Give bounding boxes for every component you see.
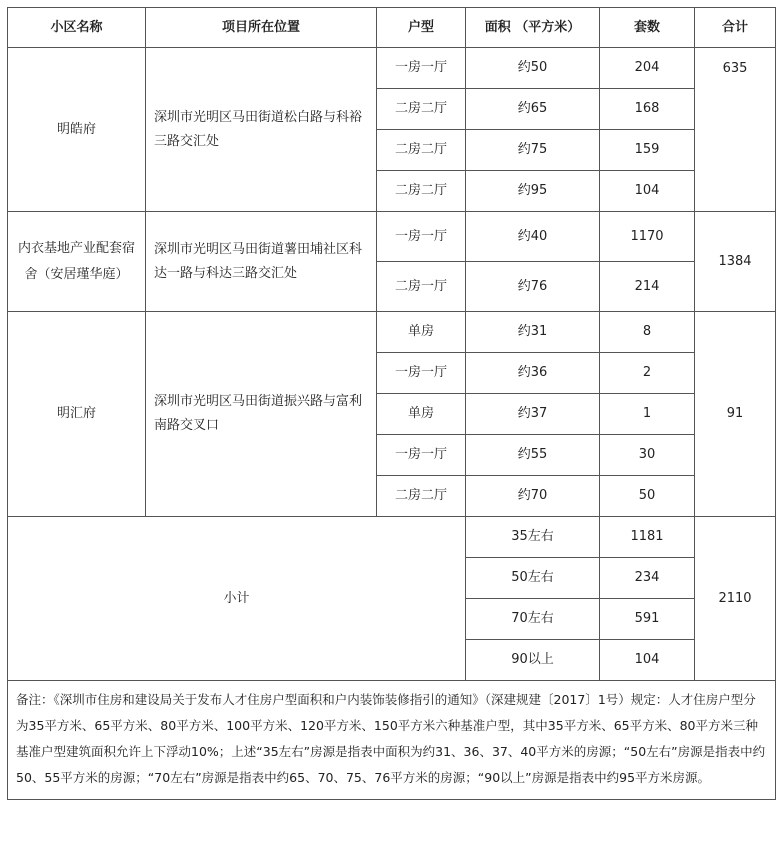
unit-type: 单房: [377, 394, 466, 435]
unit-count: 8: [600, 312, 695, 353]
header-name: 小区名称: [8, 8, 146, 48]
header-area: 面积 （平方米）: [466, 8, 600, 48]
unit-count: 50: [600, 476, 695, 517]
unit-area: 约75: [466, 130, 600, 171]
table-row: [8, 212, 776, 262]
unit-count: 214: [600, 262, 695, 312]
subtotal-count: 234: [600, 558, 695, 599]
unit-type: 一房一厅: [377, 48, 466, 89]
unit-type: 二房一厅: [377, 262, 466, 312]
unit-count: 104: [600, 171, 695, 212]
project-location: 深圳市光明区马田街道振兴路与富利南路交叉口: [146, 312, 377, 517]
unit-count: 2: [600, 353, 695, 394]
subtotal-row: [8, 517, 776, 558]
subtotal-total: 2110: [695, 517, 776, 681]
subtotal-count: 104: [600, 640, 695, 681]
unit-type: 二房二厅: [377, 171, 466, 212]
unit-count: 159: [600, 130, 695, 171]
unit-type: 一房一厅: [377, 435, 466, 476]
project-name: 内衣基地产业配套宿舍（安居瑾华庭）: [8, 212, 146, 312]
unit-area: 约37: [466, 394, 600, 435]
project-location: 深圳市光明区马田街道松白路与科裕三路交汇处: [146, 48, 377, 212]
note-text: 备注：《深圳市住房和建设局关于发布人才住房户型面积和户内装饰装修指引的通知》（深建规建〔2017〕1号）规定：人才住房户型分为35平方米、65平方米、80平方米、100平方米、120平方米、150平方米六种基准户型，其中35平方米、65平方米、80平方米三种基准户型建筑面积允许上下浮动10%；上述“35左右”房源是指表中面积为约31、36、37、40平方米的房源；“50左右”房源是指表中约50、55平方米的房源；“70左右”房源是指表中约65、70、75、76平方米的房源；“90以上”房源是指表中约95平方米房源。: [8, 681, 776, 800]
subtotal-area: 35左右: [466, 517, 600, 558]
unit-type: 二房二厅: [377, 130, 466, 171]
unit-count: 204: [600, 48, 695, 89]
unit-area: 约76: [466, 262, 600, 312]
unit-area: 约31: [466, 312, 600, 353]
housing-table: [7, 7, 776, 800]
unit-type: 单房: [377, 312, 466, 353]
subtotal-count: 1181: [600, 517, 695, 558]
subtotal-area: 50左右: [466, 558, 600, 599]
header-location: 项目所在位置: [146, 8, 377, 48]
unit-area: 约95: [466, 171, 600, 212]
unit-area: 约40: [466, 212, 600, 262]
project-total: 635: [695, 48, 776, 212]
header-row: [8, 8, 776, 48]
subtotal-count: 591: [600, 599, 695, 640]
unit-type: 二房二厅: [377, 476, 466, 517]
unit-count: 1: [600, 394, 695, 435]
header-total: 合计: [695, 8, 776, 48]
unit-area: 约55: [466, 435, 600, 476]
subtotal-area: 90以上: [466, 640, 600, 681]
unit-area: 约70: [466, 476, 600, 517]
subtotal-label: 小计: [8, 517, 466, 681]
subtotal-area: 70左右: [466, 599, 600, 640]
unit-type: 一房一厅: [377, 212, 466, 262]
unit-type: 一房一厅: [377, 353, 466, 394]
unit-type: 二房二厅: [377, 89, 466, 130]
project-name: 明汇府: [8, 312, 146, 517]
note-row: [8, 681, 776, 800]
unit-count: 168: [600, 89, 695, 130]
header-count: 套数: [600, 8, 695, 48]
table-row: [8, 48, 776, 89]
project-location: 深圳市光明区马田街道薯田埔社区科达一路与科达三路交汇处: [146, 212, 377, 312]
project-name: 明皓府: [8, 48, 146, 212]
header-type: 户型: [377, 8, 466, 48]
unit-count: 1170: [600, 212, 695, 262]
project-total: 1384: [695, 212, 776, 312]
unit-area: 约65: [466, 89, 600, 130]
table-row: [8, 312, 776, 353]
unit-area: 约50: [466, 48, 600, 89]
project-total: 91: [695, 312, 776, 517]
unit-area: 约36: [466, 353, 600, 394]
unit-count: 30: [600, 435, 695, 476]
